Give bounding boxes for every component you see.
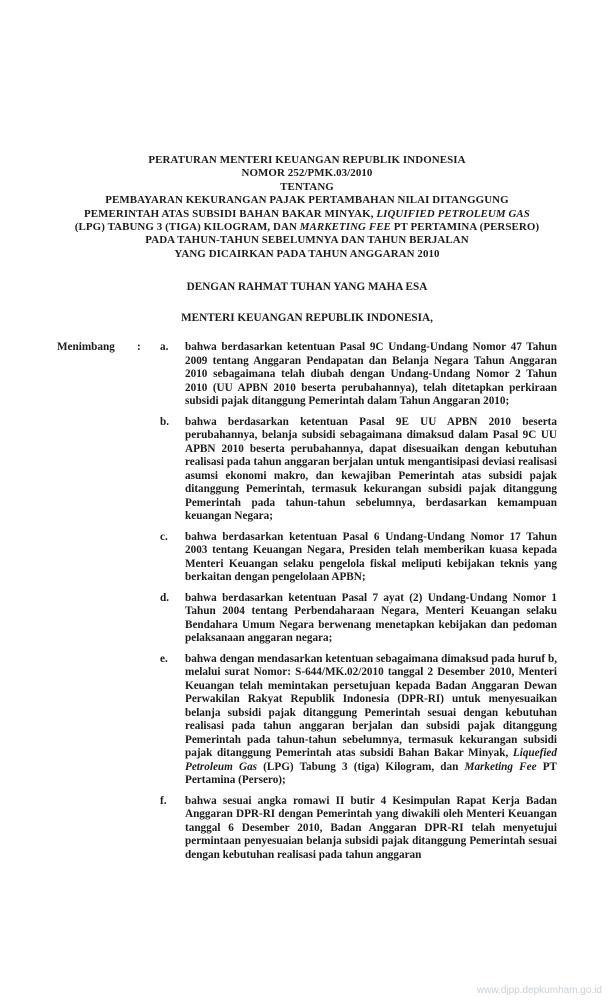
text-segment: bahwa berdasarkan ketentuan Pasal 6 Undang-Undang Nomor 17 Tahun 2003 tentang Keuangan Negara, Presiden telah memberikan kuasa kepada Menteri Keuangan selaku pengelola fiskal meliputi kebijakan teknis yang berkaitan dengan pengelolaan APBN; [185,530,557,584]
text-segment: LIQUIFIED PETROLEUM GAS [376,207,530,220]
watermark: www.djpp.depkumham.go.id [476,985,602,996]
title-line [57,234,557,247]
text-segment: YANG DICAIRKAN PADA TAHUN ANGGARAN 2010 [174,247,440,260]
text-segment: bahwa dengan mendasarkan ketentuan sebagaimana dimaksud pada huruf b, melalui surat Nomor: S-644/MK.02/2010 tanggal 2 Desember 2010, Menteri Keuangan telah memintakan persetujuan kepada Badan Anggaran Dewan Perwakilan Rakyat Republik Indonesia (DPR-RI) untuk menyesuaikan belanja subsidi pajak ditanggung Pemerintah sesuai dengan kebutuhan realisasi pada tahun anggaran berjalan dan subsidi pajak ditanggung Pemerintah pada tahun-tahun sebelumnya, termasuk kekurangan subsidi pajak ditanggung Pemerintah atas subsidi Bahan Bakar Minyak, [185,652,557,760]
title-line [57,154,557,167]
title-line [57,167,557,180]
issuer-line: MENTERI KEUANGAN REPUBLIK INDONESIA, [181,311,433,324]
text-segment: PADA TAHUN-TAHUN SEBELUMNYA DAN TAHUN BERJALAN [145,234,469,247]
considering-item [160,341,557,409]
considering-section [57,341,557,862]
item-letter: b. [160,415,170,428]
item-letter: c. [160,530,168,543]
considering-colon: : [137,341,141,354]
item-text [185,592,557,646]
text-segment: TENTANG [280,180,334,193]
item-letter: a. [160,341,169,354]
item-text [185,531,557,585]
text-segment: bahwa berdasarkan ketentuan Pasal 7 ayat (2) Undang-Undang Nomor 1 Tahun 2004 tentang Perbendaharaan Negara, Menteri Keuangan selaku Bendahara Umum Negara berwenang menetapkan kebijakan dan pedoman pelaksanaan anggaran negara; [185,591,557,645]
considering-item [160,795,557,863]
item-letter: e. [160,652,168,665]
document-body [57,154,557,862]
item-text [185,416,557,524]
title-line [57,194,557,207]
document-title [57,154,557,261]
item-text [185,653,557,788]
title-line [57,181,557,194]
invocation-line: DENGAN RAHMAT TUHAN YANG MAHA ESA [186,281,428,294]
considering-label: Menimbang [57,341,115,354]
item-text [185,341,557,409]
considering-item [160,416,557,524]
text-segment: Liquefied Petroleum Gas [185,747,557,773]
considering-item [160,531,557,585]
title-line [57,221,557,234]
text-segment: Marketing Fee [464,760,537,773]
item-text [185,795,557,863]
text-segment: PEMERINTAH ATAS SUBSIDI BAHAN BAKAR MINYAK, [84,207,377,220]
text-segment: PERATURAN MENTERI KEUANGAN REPUBLIK INDONESIA [148,154,466,166]
considering-item [160,653,557,788]
considering-item [160,592,557,646]
text-segment: bahwa berdasarkan ketentuan Pasal 9E UU APBN 2010 beserta perubahannya, belanja subsidi sebagaimana dimaksud dalam Pasal 9C UU APBN 2010 beserta perubahannya, dapat disesuaikan dengan kebutuhan realisasi pada tahun anggaran berjalan untuk mengantisipasi deviasi realisasi asumsi ekonomi makro, dan kewajiban Pemerintah atas subsidi pajak ditanggung Pemerintah, termasuk kekurangan subsidi pajak ditanggung Pemerintah pada tahun-tahun sebelumnya, berdasarkan kemampuan keuangan Negara; [185,415,557,523]
text-segment: NOMOR 252/PMK.03/2010 [241,167,373,180]
text-segment: PEMBAYARAN KEKURANGAN PAJAK PERTAMBAHAN NILAI DITANGGUNG [105,194,509,207]
text-segment: (LPG) Tabung 3 (tiga) Kilogram, dan [257,760,465,773]
item-letter: f. [160,794,167,807]
text-segment: bahwa sesuai angka romawi II butir 4 Kesimpulan Rapat Kerja Badan Anggaran DPR-RI dengan Pemerintah yang diwakili oleh Menteri Keuangan tanggal 6 Desember 2010, Badan Anggaran DPR-RI telah menyetujui permintaan penyesuaian belanja subsidi pajak ditanggung Pemerintah sesuai dengan kebutuhan realisasi pada tahun anggaran [185,794,557,861]
item-letter: d. [160,591,170,604]
text-segment: PT PERTAMINA (PERSERO) [390,221,540,234]
title-line [57,248,557,261]
title-line [57,208,557,221]
text-segment: (LPG) TABUNG 3 (TIGA) KILOGRAM, DAN [74,221,300,234]
text-segment: PT Pertamina (Persero); [185,760,557,787]
considering-items [160,341,557,862]
text-segment: MARKETING FEE [299,221,391,234]
text-segment: bahwa berdasarkan ketentuan Pasal 9C Undang-Undang Nomor 47 Tahun 2009 tentang Anggaran Pendapatan dan Belanja Negara Tahun Anggaran 2010 sebagaimana telah diubah dengan Undang-Undang Nomor 2 Tahun 2010 (UU APBN 2010 beserta perubahannya), telah ditetapkan perkiraan subsidi pajak ditanggung Pemerintah dalam Tahun Anggaran 2010; [185,341,557,408]
